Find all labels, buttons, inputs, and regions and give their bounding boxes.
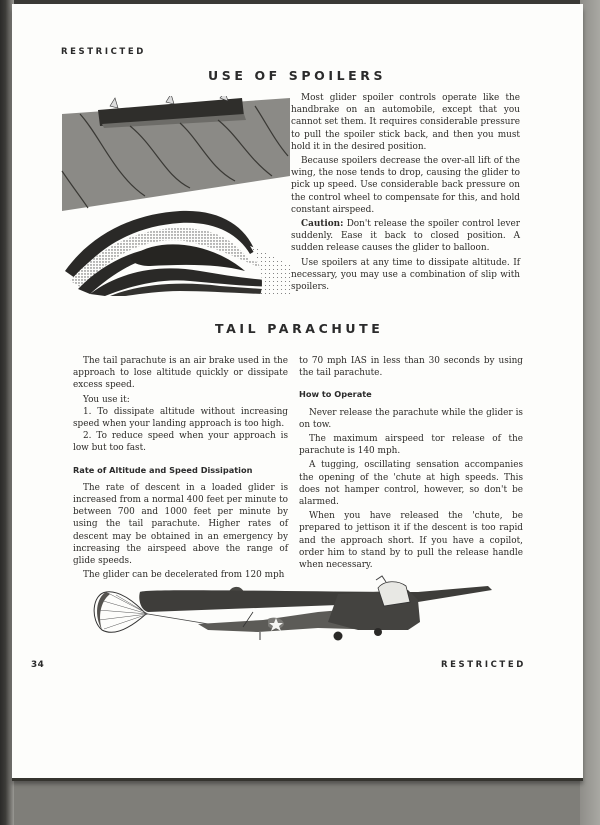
paragraph-continuation: to 70 mph IAS in less than 30 seconds by using the tail parachute. <box>299 356 523 379</box>
list-item: 1. To dissipate altitude without increasing speed when your landing approach is too high. <box>73 406 288 430</box>
glider-parachute-illustration <box>88 572 500 650</box>
parachute-right-column <box>299 355 523 573</box>
spoilers-text-column <box>291 92 520 295</box>
classification-footer: RESTRICTED <box>441 660 526 670</box>
wing-panel <box>62 96 290 211</box>
paragraph: When you have released the 'chute, be prepared to jettison it if the descent is too rapid and the approach short. If you have a copilot, order him to stand by to pull the release handle when necessary. <box>299 511 523 571</box>
paragraph: Never release the parachute while the glider is on tow. <box>299 407 523 430</box>
paragraph: Most glider spoiler controls operate like the handbrake on an automobile, except that you cannot set them. It requires considerable pressure to pull the spoiler stick back, and then you must hold it in the desired position. <box>291 93 520 152</box>
classification-header: RESTRICTED <box>61 47 146 57</box>
spoiler-wing-illustration <box>60 96 292 296</box>
caution-text: Don't release the spoiler control lever suddenly. Ease it back to closed position. A sudden release causes the glider to balloon. <box>291 219 520 254</box>
page-number: 34 <box>31 660 45 670</box>
paragraph: The tail parachute is an air brake used in the approach to lose altitude quickly or dissipate excess speed. <box>73 356 288 391</box>
paragraph: A tugging, oscillating sensation accompanies the opening of the 'chute at high speeds. This does not hamper control, however, so don't be alarmed. <box>299 460 523 508</box>
paragraph: Use spoilers at any time to dissipate altitude. If necessary, you may use a combination of slip with spoilers. <box>291 257 520 293</box>
section-title-tail-parachute: TAIL PARACHUTE <box>215 321 384 336</box>
scanner-bed-right <box>580 0 600 825</box>
parachute-left-column <box>73 355 288 583</box>
caution-label: Caution: <box>301 219 344 230</box>
section-title-spoilers: USE OF SPOILERS <box>208 68 387 83</box>
paragraph: The rate of descent in a loaded glider is increased from a normal 400 feet per minute to between 700 and 1000 feet per minute by using the tail parachute. Higher rates of descent may be obtained in an emergency by increasing the airspeed above the range of glide speeds. <box>73 482 288 567</box>
airflow-diagram <box>65 211 292 296</box>
document-page <box>12 4 583 778</box>
paragraph: The glider can be decelerated from 120 mph <box>83 570 285 581</box>
caution-paragraph <box>291 218 520 255</box>
list-item: 2. To reduce speed when your approach is low but too fast. <box>73 431 288 454</box>
paragraph: Because spoilers decrease the over-all lift of the wing, the nose tends to drop, causing the glider to pick up speed. Use considerable back pressure on the control wheel to compensate for this, and hold constant airspeed. <box>291 156 520 215</box>
paragraph: You use it: <box>83 394 130 405</box>
paragraph: The maximum airspeed tor release of the parachute is 140 mph. <box>299 434 523 457</box>
glider-aircraft <box>139 576 492 641</box>
subheading-rate-dissipation: Rate of Altitude and Speed Dissipation <box>73 464 253 475</box>
subheading-how-to-operate: How to Operate <box>299 389 372 400</box>
